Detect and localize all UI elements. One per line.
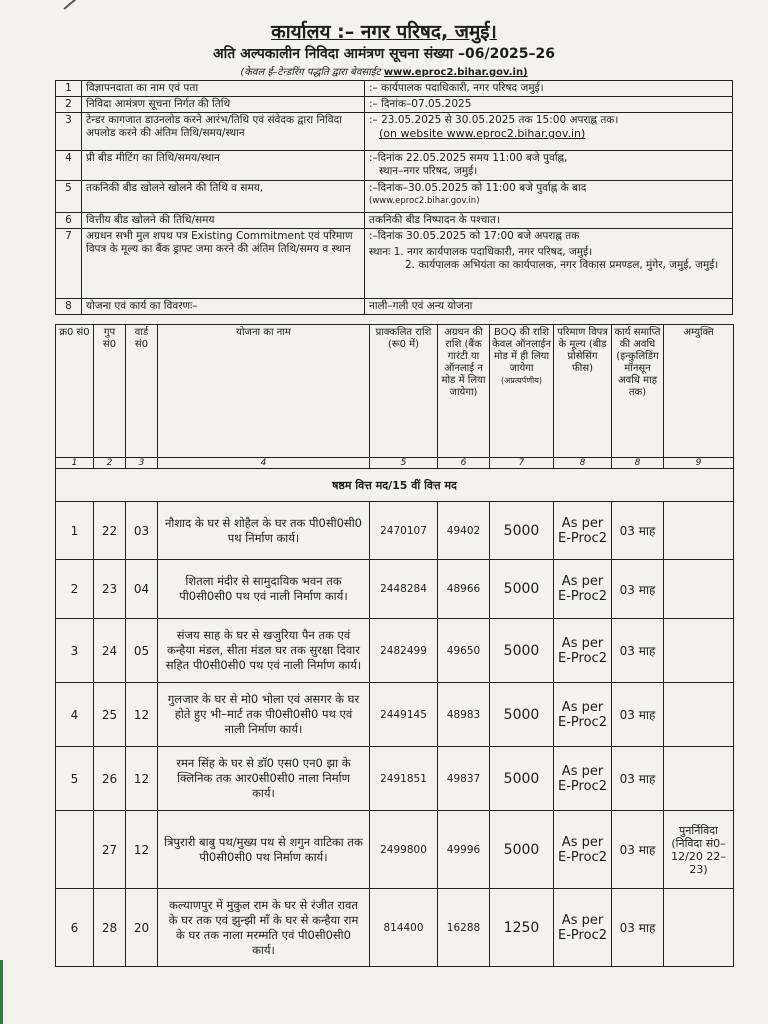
info-label: वित्तीय बीड खोलने की तिथि/समय — [82, 213, 365, 229]
table-row: 4 25 12 गुलजार के घर से मो0 भोला एवं असगर के घर होते हुए भी–मार्ट तक पी0सी0सी0 पथ एवं नाली निर्माण कार्य। 2449145 48983 5000 As per E-Proc2 03 माह — [56, 683, 734, 747]
info-label: प्री बीड मीटिंग का तिथि/समय/स्थान — [82, 151, 365, 181]
notice-title: अति अल्पकालीन निविदा आमंत्रण सूचना संख्या –06/2025–26 — [212, 46, 556, 62]
column-header: गुप सं0 — [94, 325, 126, 458]
info-value: :– कार्यपालक पदाधिकारी, नगर परिषद जमुई। — [365, 81, 733, 97]
column-header: वार्ड सं0 — [126, 325, 158, 458]
info-label: तकनिकी बीड खोलने खोलने की तिथि व समय, — [82, 181, 365, 213]
column-header: BOQ की राशि केवल ऑनलाईन मोड में ही लिया जायेगा (अप्रत्यर्पणीय) — [490, 325, 554, 458]
scheme-table — [55, 324, 734, 967]
website-link[interactable]: (on website www.eproc2.bihar.gov.in) — [379, 127, 586, 140]
column-header: परिमाण विपत्र के मूल्य (बीड प्रोसेसिंग फीस) — [554, 325, 612, 458]
table-row: 27 12 त्रिपुरारी बाबु पथ/मुख्य पथ से शगुन वाटिका तक पी0सी0सी0 पथ निर्माण कार्य। 2499800 49996 5000 As per E-Proc2 03 माह पुनर्निविदा (निविदा सं0–12/20 22–23) — [56, 811, 734, 889]
scheme-name: संजय साह के घर से खजुरिया पैन तक एवं कन्हैया मंडल, सीता मंडल घर तक सुरक्षा दिवार सहित पी0सी0सी0 पथ एवं नाली निर्माण कार्य। — [158, 619, 370, 683]
website-link[interactable]: (www.eproc2.bihar.gov.in) — [369, 196, 480, 206]
info-row: 2 निविदा आमंत्रण सूचना निर्गत की तिथि :– दिनांक–07.05.2025 — [56, 97, 733, 113]
table-row: 5 26 12 रमन सिंह के घर से डॉ0 एस0 एन0 झा के क्लिनिक तक आर0सी0सी0 नाला निर्माण कार्य। 2491851 49837 5000 As per E-Proc2 03 माह — [56, 747, 734, 811]
column-header: क्र0 सं0 — [56, 325, 94, 458]
info-value: :– दिनांक–07.05.2025 — [365, 97, 733, 113]
scheme-name: गुलजार के घर से मो0 भोला एवं असगर के घर होते हुए भी–मार्ट तक पी0सी0सी0 पथ एवं नाली निर्माण कार्य। — [158, 683, 370, 747]
info-row: 6 वित्तीय बीड खोलने की तिथि/समय तकनिकी बीड निष्पादन के पश्चात। — [56, 213, 733, 229]
tender-mode-note: (केवल ई–टेन्डरिंग पद्धति द्वारा बेवसाईट www.eproc2.bihar.gov.in) — [240, 67, 528, 78]
column-header: योजना का नाम — [158, 325, 370, 458]
info-value: :– 23.05.2025 से 30.05.2025 तक 15:00 अपराह्न तक। (on website www.eproc2.bihar.gov.in) — [365, 113, 733, 151]
table-row: 1 22 03 नौशाद के घर से शोहैल के घर तक पी0सी0सी0 पथ निर्माण कार्य। 2470107 49402 5000 As per E-Proc2 03 माह — [56, 502, 734, 560]
scheme-name: रमन सिंह के घर से डॉ0 एस0 एन0 झा के क्लिनिक तक आर0सी0सी0 नाला निर्माण कार्य। — [158, 747, 370, 811]
column-index-row: 1 2 3 4 5 6 7 8 8 9 — [56, 458, 734, 469]
table-row: 6 28 20 कल्याणपुर में मुकुल राम के घर से रंजीत रावत के घर तक एवं झुन्झी माँ के घर से कन्हैया राम के घर तक नाला मरम्मति एवं पी0सी0सी0 कार्य। 814400 16288 1250 As per E-Proc2 03 माह — [56, 889, 734, 967]
column-header: प्राक्कलित राशि (रू0 में) — [370, 325, 438, 458]
column-header: कार्य समाप्ति की अवधि (इन्कुलिडिंग मॉनसून अवधि माह तक) — [612, 325, 664, 458]
info-value: :–दिनांक 30.05.2025 को 17:00 बजे अपराह्न तक स्थानः 1. नगर कार्यपालक पदाधिकारी, नगर परिषद, जमुई। 2. कार्यपालक अभियंता का कार्यपालक, नगर विकास प्रमण्डल, मुंगेर, जमुई, जमुई। — [365, 229, 733, 299]
info-value: तकनिकी बीड निष्पादन के पश्चात। — [365, 213, 733, 229]
scheme-name: शितला मंदीर से सामुदायिक भवन तक पी0सी0सी0 पथ एवं नाली निर्माण कार्य। — [158, 560, 370, 619]
info-value: :–दिनांक–30.05.2025 को 11:00 बजे पुर्वाह्न के बाद (www.eproc2.bihar.gov.in) — [365, 181, 733, 213]
section-row — [56, 469, 734, 502]
section-title: षष्ठम वित्त मद/15 वीं वित्त मद — [56, 469, 734, 502]
column-header: अम्युक्ति — [664, 325, 734, 458]
info-label: योजना एवं कार्य का विवरणः– — [82, 299, 365, 315]
table-row: 3 24 05 संजय साह के घर से खजुरिया पैन तक एवं कन्हैया मंडल, सीता मंडल घर तक सुरक्षा दिवार सहित पी0सी0सी0 पथ एवं नाली निर्माण कार्य। 2482499 49650 5000 As per E-Proc2 03 माह — [56, 619, 734, 683]
page-edge-mark — [0, 960, 3, 1024]
scheme-name: कल्याणपुर में मुकुल राम के घर से रंजीत रावत के घर तक एवं झुन्झी माँ के घर से कन्हैया राम के घर तक नाला मरम्मति एवं पी0सी0सी0 कार्य। — [158, 889, 370, 967]
info-label: टेन्डर कागजात डाउनलोड करने आरंभ/तिथि एवं संवेदक द्वारा निविदा अपलोड करने की अंतिम तिथि/समय/स्थान — [82, 113, 365, 151]
info-label: अग्रधन सभी मुल शपथ पत्र Existing Commitment एवं परिमाण विपत्र के मूल्य का बैंक ड्राफ्ट जमा करने की अंतिम तिथि/समय व स्थान — [82, 229, 365, 299]
info-value: नाली–गली एवं अन्य योजना — [365, 299, 733, 315]
notice-info-table — [55, 80, 733, 315]
table-row: 2 23 04 शितला मंदीर से सामुदायिक भवन तक पी0सी0सी0 पथ एवं नाली निर्माण कार्य। 2448284 48966 5000 As per E-Proc2 03 माह — [56, 560, 734, 619]
pen-stroke — [63, 0, 87, 10]
column-header: अग्रधन की राशि (बैंक गारंटी या ऑनलाई न मोड में लिया जायेगा) — [438, 325, 490, 458]
info-label: विज्ञापनदाता का नाम एवं पता — [82, 81, 365, 97]
info-label: निविदा आमंत्रण सूचना निर्गत की तिथि — [82, 97, 365, 113]
info-value: :–दिनांक 22.05.2025 समय 11:00 बजे पुर्वाह्न, स्थान–नगर परिषद, जमुई। — [365, 151, 733, 181]
scheme-name: नौशाद के घर से शोहैल के घर तक पी0सी0सी0 पथ निर्माण कार्य। — [158, 502, 370, 560]
info-row: 1 विज्ञापनदाता का नाम एवं पता :– कार्यपालक पदाधिकारी, नगर परिषद जमुई। — [56, 81, 733, 97]
info-row: 7 अग्रधन सभी मुल शपथ पत्र Existing Commitment एवं परिमाण विपत्र के मूल्य का बैंक ड्राफ्ट जमा करने की अंतिम तिथि/समय व स्थान :–दिनांक 30.05.2025 को 17:00 बजे अपराह्न तक स्थानः 1. नगर कार्यपालक पदाधिकारी, नगर परिषद, जमुई। 2. कार्यपालक अभियंता का कार्यपालक, नगर विकास प्रमण्डल, मुंगेर, जमुई, जमुई। — [56, 229, 733, 299]
scheme-name: त्रिपुरारी बाबु पथ/मुख्य पथ से शगुन वाटिका तक पी0सी0सी0 पथ निर्माण कार्य। — [158, 811, 370, 889]
remark-cell: पुनर्निविदा (निविदा सं0–12/20 22–23) — [664, 811, 734, 889]
info-row: 5 तकनिकी बीड खोलने खोलने की तिथि व समय, :–दिनांक–30.05.2025 को 11:00 बजे पुर्वाह्न के बाद (www.eproc2.bihar.gov.in) — [56, 181, 733, 213]
table-header-row — [56, 325, 734, 458]
info-row: 4 प्री बीड मीटिंग का तिथि/समय/स्थान :–दिनांक 22.05.2025 समय 11:00 बजे पुर्वाह्न, स्थान–नगर परिषद, जमुई। — [56, 151, 733, 181]
info-row: 3 टेन्डर कागजात डाउनलोड करने आरंभ/तिथि एवं संवेदक द्वारा निविदा अपलोड करने की अंतिम तिथि/समय/स्थान :– 23.05.2025 से 30.05.2025 तक 15:00 अपराह्न तक। (on website www.eproc2.bihar.gov.in) — [56, 113, 733, 151]
info-row: 8 योजना एवं कार्य का विवरणः– नाली–गली एवं अन्य योजना — [56, 299, 733, 315]
office-title: कार्यालय :– नगर परिषद, जमुई। — [271, 21, 497, 43]
